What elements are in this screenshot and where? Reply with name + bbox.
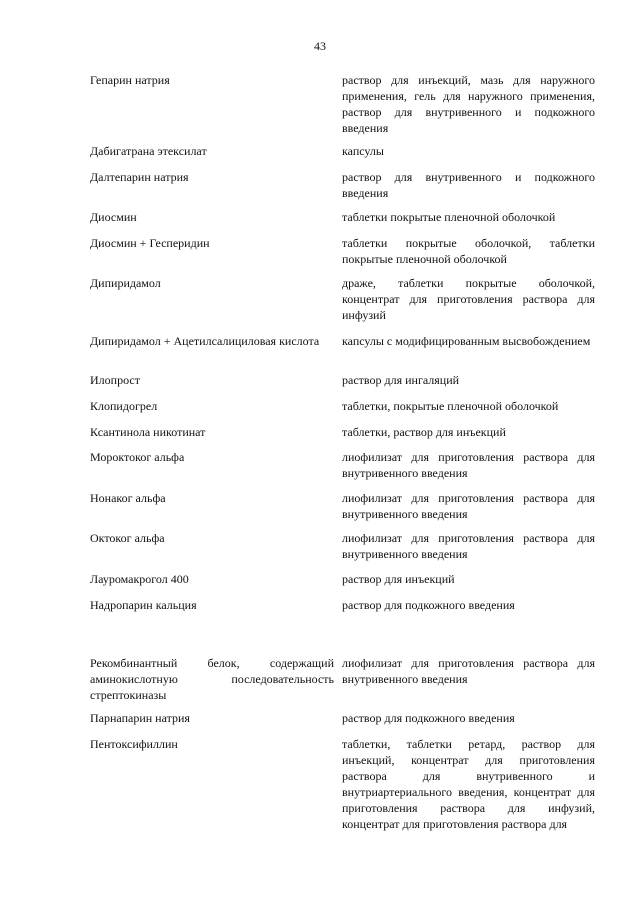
drug-name: Парнапарин натрия <box>90 711 190 725</box>
dosage-form: таблетки покрытые оболочкой, таблетки покрытые пленочной оболочкой <box>342 236 595 266</box>
drug-name: Пентоксифиллин <box>90 737 178 751</box>
drug-name: Дабигатрана этексилат <box>90 144 207 158</box>
drug-name: Клопидогрел <box>90 399 158 413</box>
drug-name: Рекомбинантный белок, содержащий аминокислотную последовательность стрептокиназы <box>90 656 334 702</box>
dosage-form: драже, таблетки покрытые оболочкой, концентрат для приготовления раствора для инфузий <box>342 276 595 322</box>
drug-name: Илопрост <box>90 373 140 387</box>
drug-name: Дипиридамол <box>90 276 161 290</box>
drug-name: Дипиридамол + Ацетилсалициловая кислота <box>90 334 320 348</box>
dosage-form: раствор для инъекций <box>342 572 455 586</box>
dosage-form: лиофилизат для приготовления раствора для внутривенного введения <box>342 450 595 480</box>
dosage-form: лиофилизат для приготовления раствора для внутривенного введения <box>342 531 595 561</box>
dosage-form: лиофилизат для приготовления раствора для внутривенного введения <box>342 491 595 521</box>
page-number: 43 <box>314 39 326 53</box>
dosage-form: раствор для внутривенного и подкожного введения <box>342 170 595 200</box>
drug-name: Мороктоког альфа <box>90 450 185 464</box>
dosage-form: таблетки, покрытые пленочной оболочкой <box>342 399 559 413</box>
dosage-form: капсулы <box>342 144 384 158</box>
drug-name: Ксантинола никотинат <box>90 425 206 439</box>
dosage-form: таблетки покрытые пленочной оболочкой <box>342 210 556 224</box>
dosage-form: таблетки, раствор для инъекций <box>342 425 506 439</box>
drug-name: Гепарин натрия <box>90 73 170 87</box>
drug-name: Диосмин <box>90 210 137 224</box>
dosage-form: раствор для подкожного введения <box>342 711 515 725</box>
dosage-form: таблетки, таблетки ретард, раствор для инъекций, концентрат для приготовления раствора для внутривенного и внутриартериального введения, концентрат для приготовления раствора для инфузий, концентрат для приготовления раствора для <box>342 737 595 831</box>
dosage-form: лиофилизат для приготовления раствора для внутривенного введения <box>342 656 595 686</box>
dosage-form: раствор для ингаляций <box>342 373 460 387</box>
dosage-form: раствор для подкожного введения <box>342 598 515 612</box>
dosage-form: капсулы с модифицированным высвобождением <box>342 334 591 348</box>
drug-name: Надропарин кальция <box>90 598 197 612</box>
drug-name: Далтепарин натрия <box>90 170 189 184</box>
dosage-form: раствор для инъекций, мазь для наружного применения, гель для наружного применения, раствор для внутривенного и подкожного введения <box>342 73 595 135</box>
drug-name: Диосмин + Гесперидин <box>90 236 210 250</box>
drug-name: Лауромакрогол 400 <box>90 572 189 586</box>
drug-name: Нонаког альфа <box>90 491 166 505</box>
drug-name: Октоког альфа <box>90 531 165 545</box>
